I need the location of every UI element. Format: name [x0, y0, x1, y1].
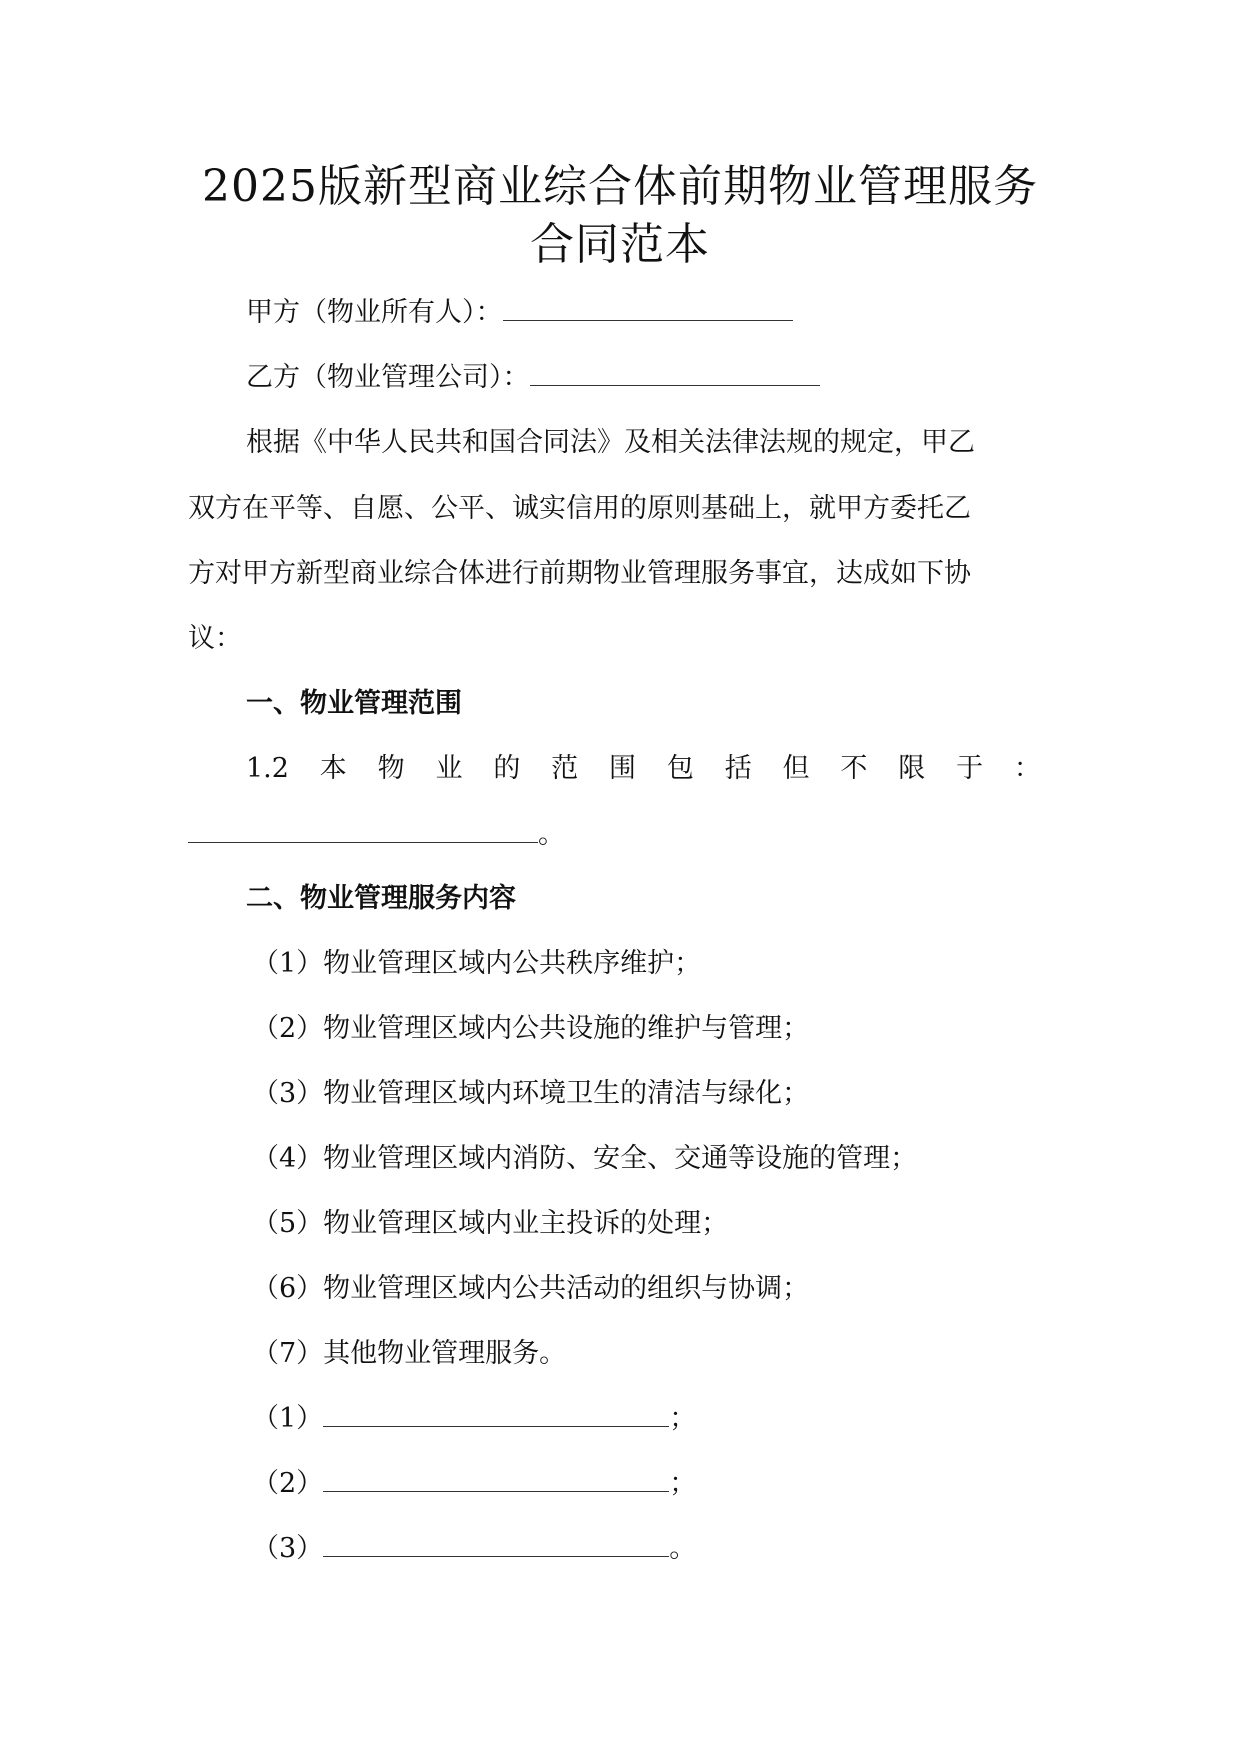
section-2-item: （2）物业管理区域内公共设施的维护与管理；	[252, 1013, 810, 1044]
blank-item-field[interactable]	[323, 1467, 669, 1492]
section-2-item: （7）其他物业管理服务。	[252, 1338, 567, 1369]
section-1-item	[246, 752, 1041, 786]
blank-item-field[interactable]	[323, 1402, 669, 1427]
section-1-item-char: 于	[956, 753, 984, 784]
preamble-line-2: 双方在平等、自愿、公平、诚实信用的原则基础上，就甲方委托乙	[188, 493, 971, 524]
section-2-item: （1）物业管理区域内公共秩序维护；	[252, 948, 702, 979]
section-1-item-char: 但	[782, 753, 810, 784]
blank-item-2	[252, 1467, 696, 1501]
blank-item-field[interactable]	[323, 1532, 669, 1557]
party-b-line	[246, 361, 820, 395]
document-title-line-2: 合同范本	[530, 219, 710, 270]
section-1-heading: 一、物业管理范围	[246, 688, 462, 719]
section-1-item-char: 围	[609, 753, 637, 784]
party-b-blank[interactable]	[530, 361, 820, 386]
party-a-blank[interactable]	[503, 296, 793, 321]
section-1-item-char: 不	[840, 753, 868, 784]
blank-item-prefix: （3）	[252, 1533, 324, 1564]
blank-item-prefix: （1）	[252, 1403, 324, 1434]
blank-item-prefix: （2）	[252, 1468, 324, 1499]
section-1-item-char: 业	[435, 753, 463, 784]
section-2-heading: 二、物业管理服务内容	[246, 883, 516, 914]
party-a-line	[246, 296, 793, 330]
blank-item-1	[252, 1402, 696, 1436]
section-1-blank-line	[188, 818, 565, 852]
blank-item-suffix: 。	[669, 1533, 697, 1564]
section-2-item: （4）物业管理区域内消防、安全、交通等设施的管理；	[252, 1143, 918, 1174]
preamble-line-4: 议：	[188, 623, 242, 654]
section-1-blank[interactable]	[188, 818, 538, 843]
section-1-item-char: 括	[724, 753, 752, 784]
section-1-item-char: 的	[493, 753, 521, 784]
section-1-item-char: 本	[319, 753, 347, 784]
blank-item-suffix: ；	[669, 1468, 697, 1499]
section-1-item-char: 范	[551, 753, 579, 784]
section-1-item-end: 。	[538, 819, 565, 850]
section-1-item-char: 限	[898, 753, 926, 784]
section-1-item-char: 物	[377, 753, 405, 784]
section-1-item-char: ：	[1013, 753, 1041, 784]
blank-item-suffix: ；	[669, 1403, 697, 1434]
preamble-line-1: 根据《中华人民共和国合同法》及相关法律法规的规定，甲乙	[246, 427, 975, 458]
section-2-item: （6）物业管理区域内公共活动的组织与协调；	[252, 1273, 810, 1304]
party-b-label: 乙方（物业管理公司）：	[246, 362, 530, 393]
section-1-item-number: 1.2	[246, 753, 289, 784]
section-2-item: （5）物业管理区域内业主投诉的处理；	[252, 1208, 729, 1239]
section-2-item: （3）物业管理区域内环境卫生的清洁与绿化；	[252, 1078, 810, 1109]
party-a-label: 甲方（物业所有人）：	[246, 297, 503, 328]
preamble-line-3: 方对甲方新型商业综合体进行前期物业管理服务事宜，达成如下协	[188, 558, 971, 589]
blank-item-3	[252, 1532, 696, 1566]
document-title-line-1: 2025版新型商业综合体前期物业管理服务	[202, 161, 1038, 212]
section-1-item-char: 包	[666, 753, 694, 784]
